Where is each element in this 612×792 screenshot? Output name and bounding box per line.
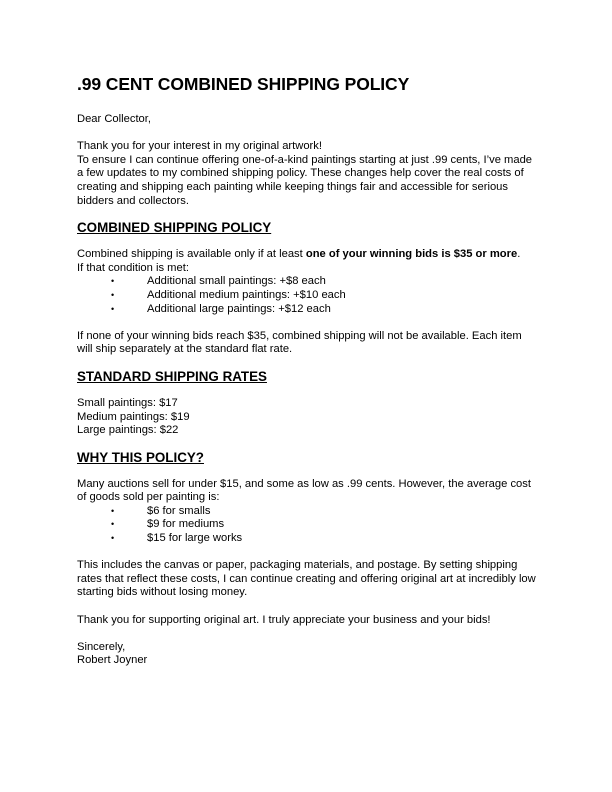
- combined-list: [77, 275, 537, 316]
- combined-note: If none of your winning bids reach $35, combined shipping will not be available. Each item will ship separately at the standard flat rate.: [77, 329, 522, 356]
- rate-large: Large paintings: $22: [77, 424, 179, 437]
- document-page: [77, 74, 537, 668]
- why-paragraph-2: This includes the canvas or paper, packaging materials, and postage. By setting shipping rates that reflect these costs, I can continue creating and offering original art at incredibly low starting bids without losing money.: [77, 559, 536, 599]
- rate-small: Small paintings: $17: [77, 396, 178, 409]
- combined-condition: If that condition is met:: [77, 261, 189, 274]
- bullet-icon: •: [111, 276, 115, 287]
- list-item: • Additional small paintings: +$8 each: [111, 275, 326, 288]
- bullet-icon: •: [111, 289, 115, 300]
- combined-lead: Combined shipping is available only if at least one of your winning bids is $35 or more.: [77, 248, 521, 261]
- bullet-icon: •: [111, 519, 115, 530]
- intro-paragraph: To ensure I can continue offering one-of-a-kind paintings starting at just .99 cents, I’ve made a few updates to my combined shipping policy. These changes help cover the real costs of creating and shipping each painting while keeping things fair and accessible for serious bidders and collectors.: [77, 153, 533, 207]
- combined-shipping-heading: COMBINED SHIPPING POLICY: [77, 220, 272, 236]
- thanks-line: Thank you for supporting original art. I truly appreciate your business and your bids!: [77, 613, 491, 626]
- list-item: • Additional large paintings: +$12 each: [111, 302, 331, 315]
- list-item: • $9 for mediums: [111, 518, 225, 531]
- greeting: Dear Collector,: [77, 113, 151, 125]
- intro-line-1: Thank you for your interest in my original artwork!: [77, 140, 322, 153]
- rate-medium: Medium paintings: $19: [77, 410, 190, 423]
- signature-name: Robert Joyner: [77, 654, 148, 667]
- why-heading: WHY THIS POLICY?: [77, 449, 204, 465]
- list-item: • $6 for smalls: [111, 504, 211, 517]
- signoff: Sincerely,: [77, 640, 126, 653]
- list-item: • Additional medium paintings: +$10 each: [111, 288, 346, 301]
- bullet-icon: •: [111, 533, 115, 544]
- cost-list: [77, 505, 537, 546]
- bullet-icon: •: [111, 303, 115, 314]
- why-paragraph: Many auctions sell for under $15, and some as low as .99 cents. However, the average cost of goods sold per painting is:: [77, 477, 531, 504]
- standard-rates-heading: STANDARD SHIPPING RATES: [77, 368, 267, 384]
- bullet-icon: •: [111, 505, 115, 516]
- document-title: .99 CENT COMBINED SHIPPING POLICY: [77, 74, 410, 94]
- combined-lead-bold: one of your winning bids is $35 or more: [305, 248, 518, 261]
- list-item: • $15 for large works: [111, 532, 243, 545]
